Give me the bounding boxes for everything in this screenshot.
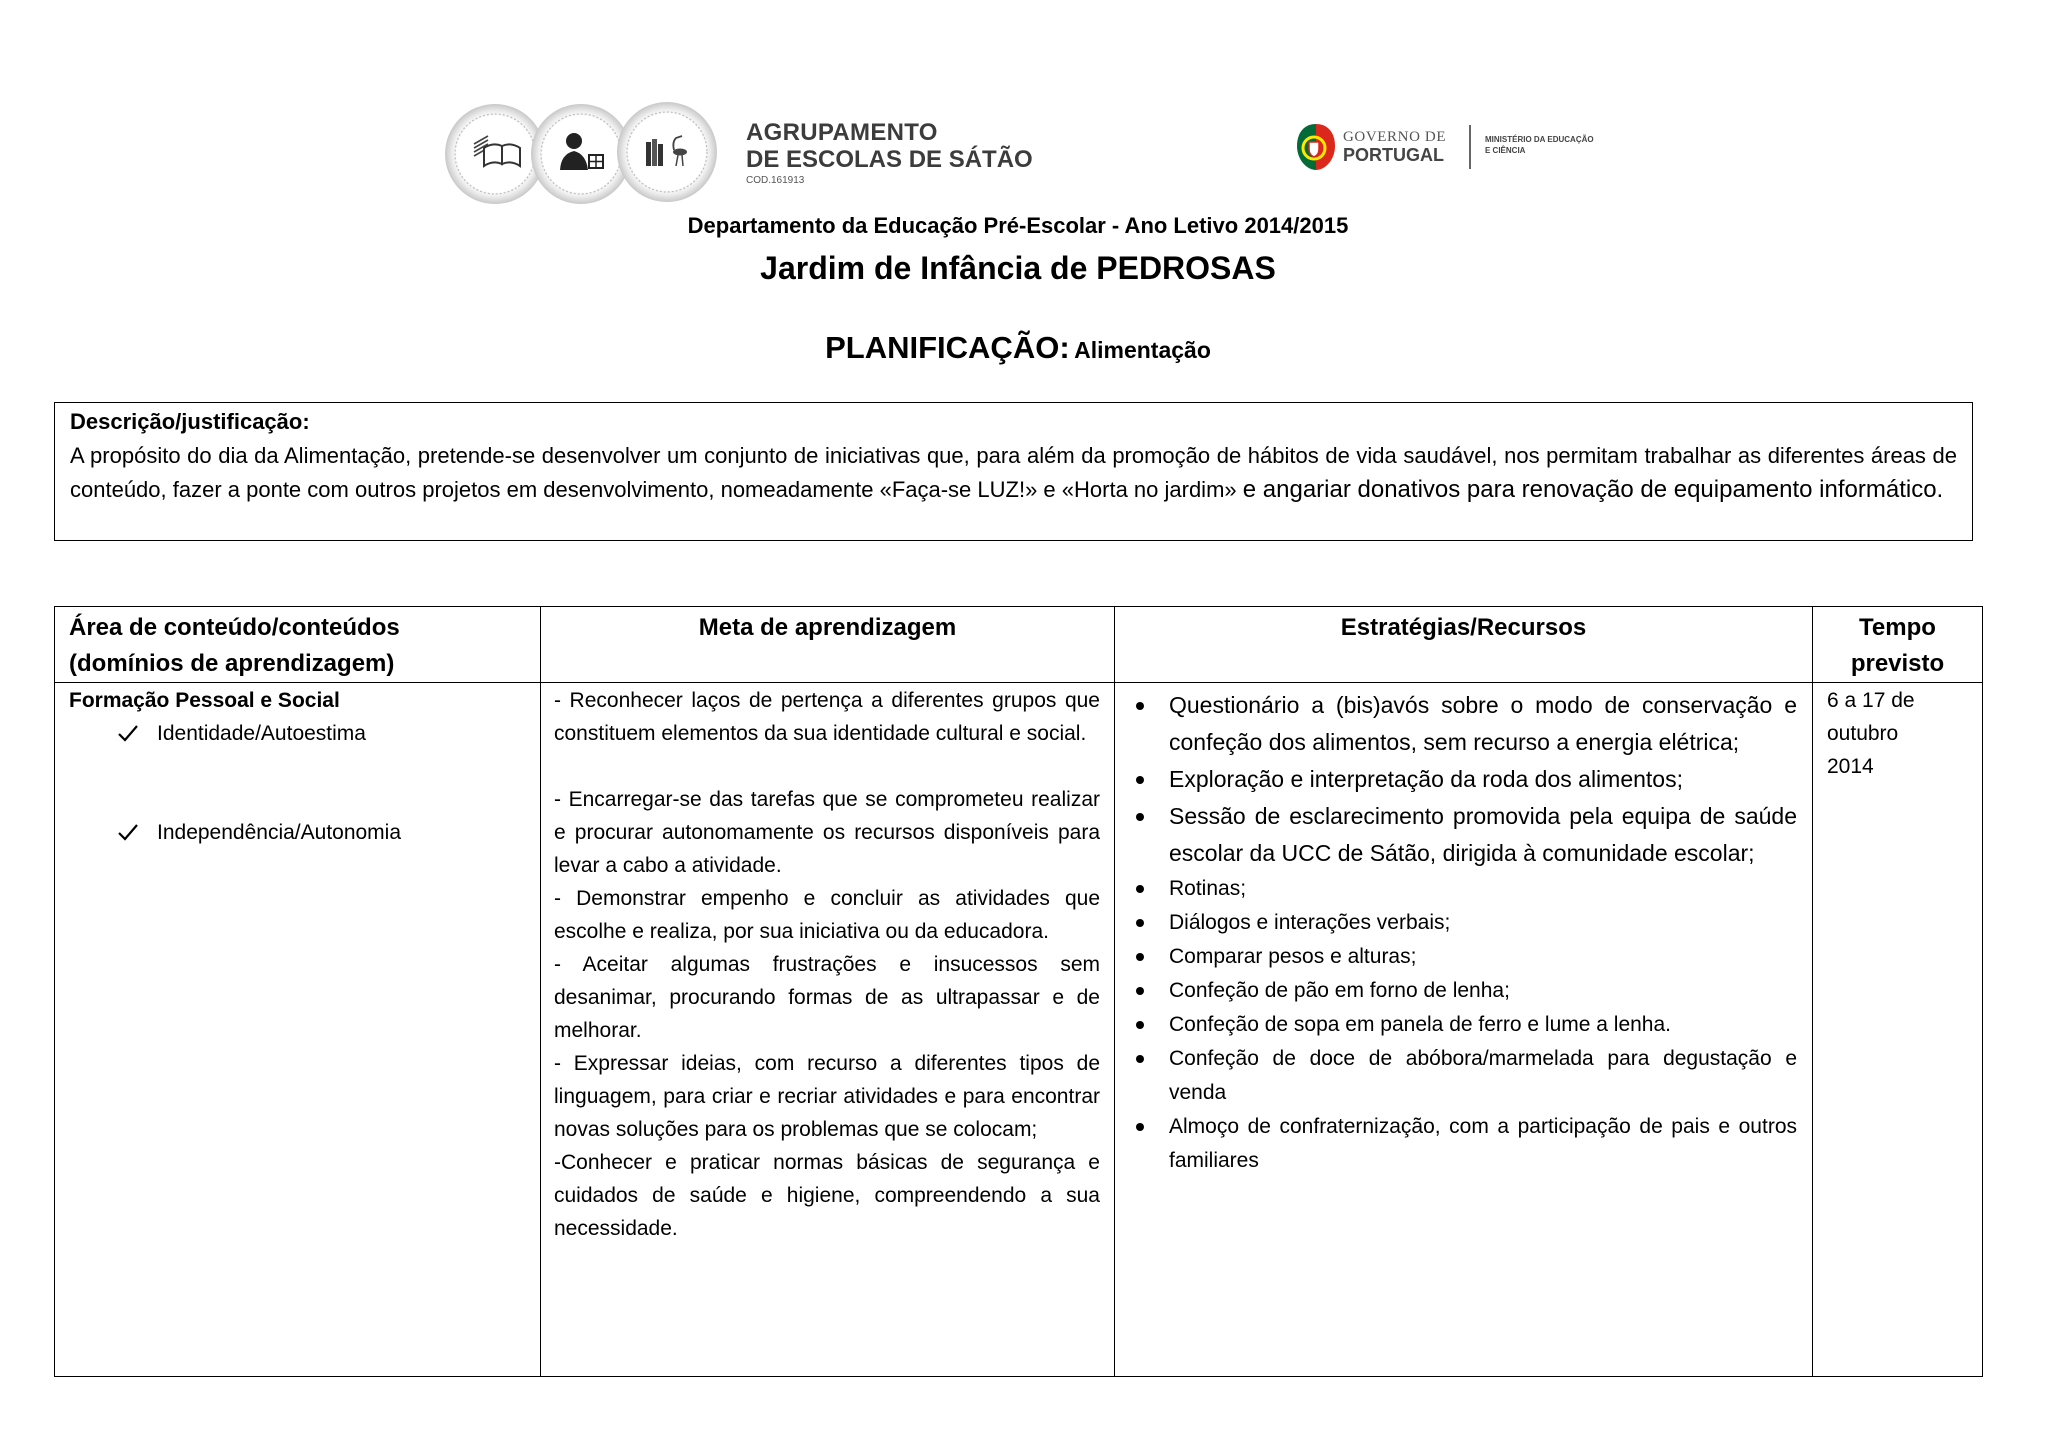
- header-time-line: Tempo: [1859, 614, 1936, 641]
- bullet-icon: [1136, 1055, 1144, 1063]
- strategy-item: [1133, 687, 1797, 761]
- description-heading: Descrição/justificação:: [70, 409, 310, 434]
- bullet-icon: [1136, 702, 1144, 710]
- learning-goal: - Encarregar-se das tarefas que se comprometeu realizar e procurar autonomamente os recursos disponíveis para levar a cabo a atividade.: [554, 788, 1100, 877]
- strategy-text: Almoço de confraternização, com a participação de pais e outros familiares: [1169, 1115, 1797, 1172]
- description-text: [70, 439, 1957, 507]
- learning-goal: - Demonstrar empenho e concluir as atividades que escolhe e realiza, por sua iniciativa ou da educadora.: [554, 887, 1100, 943]
- learning-goal: - Aceitar algumas frustrações e insucessos sem desanimar, procurando formas de as ultrapassar e de melhorar.: [554, 953, 1100, 1042]
- school-logos: [440, 100, 730, 210]
- strategy-text: Sessão de esclarecimento promovida pela equipa de saúde escolar da UCC de Sátão, dirigida à comunidade escolar;: [1169, 803, 1797, 866]
- area-cell: [55, 683, 541, 1377]
- strategy-text: Diálogos e interações verbais;: [1169, 911, 1451, 934]
- department-title: Departamento da Educação Pré-Escolar - Ano Letivo 2014/2015: [687, 213, 1349, 238]
- plan-label: PLANIFICAÇÃO:: [825, 330, 1070, 365]
- area-item-label: Identidade/Autoestima: [157, 722, 366, 745]
- bullet-icon: [1136, 953, 1144, 961]
- bullet-icon: [1136, 919, 1144, 927]
- gov-logo-line1: GOVERNO DE: [1343, 129, 1447, 145]
- bullet-icon: [1136, 885, 1144, 893]
- description-main: A propósito do dia da Alimentação, pretende-se desenvolver um conjunto de iniciativas que, para além da promoção de hábitos de vida saudável, nos permitam trabalhar as diferentes áreas de conteúdo, fazer a ponte com outros projetos em desenvolvimento, nomeadamente «Faça-se LUZ!» e «Horta no jardim»: [70, 443, 1957, 502]
- strategy-item: [1133, 940, 1797, 974]
- ministry-line1: MINISTÉRIO DA EDUCAÇÃO: [1485, 135, 1594, 144]
- agrupamento-name-line1: AGRUPAMENTO: [746, 119, 938, 146]
- learning-goal: -Conhecer e praticar normas básicas de segurança e cuidados de saúde e higiene, compreendendo a sua necessidade.: [554, 1151, 1100, 1240]
- area-item: [69, 717, 526, 750]
- strategy-item: [1133, 798, 1797, 872]
- ministry-line2: E CIÊNCIA: [1485, 146, 1526, 155]
- portugal-emblem-icon: [1295, 122, 1337, 172]
- bullet-icon: [1136, 776, 1144, 784]
- strategy-item: [1133, 1110, 1797, 1178]
- strategy-text: Rotinas;: [1169, 877, 1247, 900]
- strategy-item: [1133, 906, 1797, 940]
- plan-title: [418, 327, 1618, 375]
- strategy-text: Confeção de sopa em panela de ferro e lume a lenha.: [1169, 1013, 1672, 1036]
- planning-table: [54, 606, 1983, 1377]
- bullet-icon: [1136, 1123, 1144, 1131]
- header-time: [1813, 607, 1983, 683]
- strategy-item: [1133, 761, 1797, 798]
- school-emblem-bust-icon: [531, 104, 631, 204]
- agrupamento-name-line2: DE ESCOLAS DE SÁTÃO: [746, 146, 1033, 173]
- header-area-line: Área de conteúdo/conteúdos: [69, 614, 400, 641]
- plan-topic: Alimentação: [1074, 337, 1211, 363]
- strategy-text: Exploração e interpretação da roda dos alimentos;: [1169, 766, 1683, 792]
- strategy-item: [1133, 1042, 1797, 1110]
- checkmark-icon: [117, 822, 139, 842]
- bullet-icon: [1136, 987, 1144, 995]
- time-line: 2014: [1827, 755, 1874, 778]
- school-emblem-book-icon: [445, 104, 545, 204]
- agrupamento-code: COD.161913: [746, 175, 805, 186]
- learning-goal: - Reconhecer laços de pertença a diferentes grupos que constituem elementos da sua identidade cultural e social.: [554, 689, 1100, 745]
- strategy-item: [1133, 1008, 1797, 1042]
- description-box: [54, 402, 1973, 541]
- strategy-item: [1133, 872, 1797, 906]
- goals-cell: [541, 683, 1115, 1377]
- time-cell: [1813, 683, 1983, 1377]
- strategy-text: Confeção de pão em forno de lenha;: [1169, 979, 1510, 1002]
- learning-goal: - Expressar ideias, com recurso a diferentes tipos de linguagem, para criar e recriar atividades e para encontrar novas soluções para os problemas que se colocam;: [554, 1052, 1100, 1141]
- header-strategies: Estratégias/Recursos: [1115, 607, 1813, 683]
- bullet-icon: [1136, 1021, 1144, 1029]
- table-row: [55, 683, 1983, 1377]
- header-area: [55, 607, 541, 683]
- strategy-item: [1133, 974, 1797, 1008]
- school-title: Jardim de Infância de PEDROSAS: [760, 250, 1276, 286]
- school-emblem-books-bird-icon: [617, 102, 717, 202]
- strategies-cell: [1115, 683, 1813, 1377]
- area-title: Formação Pessoal e Social: [69, 689, 340, 712]
- time-line: 6 a 17 de: [1827, 689, 1915, 712]
- header-goal: Meta de aprendizagem: [541, 607, 1115, 683]
- bullet-icon: [1136, 813, 1144, 821]
- gov-logo-line2: PORTUGAL: [1343, 145, 1444, 165]
- description-larger: e angariar donativos para renovação de equipamento informático.: [1242, 476, 1944, 503]
- time-line: outubro: [1827, 722, 1899, 745]
- strategies-list: [1133, 687, 1797, 1178]
- area-item: [69, 816, 526, 849]
- checkmark-icon: [117, 723, 139, 743]
- strategy-text: Confeção de doce de abóbora/marmelada para degustação e venda: [1169, 1047, 1797, 1104]
- logo-divider: [1469, 125, 1471, 169]
- strategy-text: Comparar pesos e alturas;: [1169, 945, 1417, 968]
- strategy-text: Questionário a (bis)avós sobre o modo de conservação e confeção dos alimentos, sem recurso a energia elétrica;: [1169, 692, 1797, 755]
- area-item-label: Independência/Autonomia: [157, 821, 402, 844]
- header-time-line: previsto: [1850, 650, 1945, 677]
- table-header-row: [55, 607, 1983, 683]
- header-area-line: (domínios de aprendizagem): [69, 650, 395, 677]
